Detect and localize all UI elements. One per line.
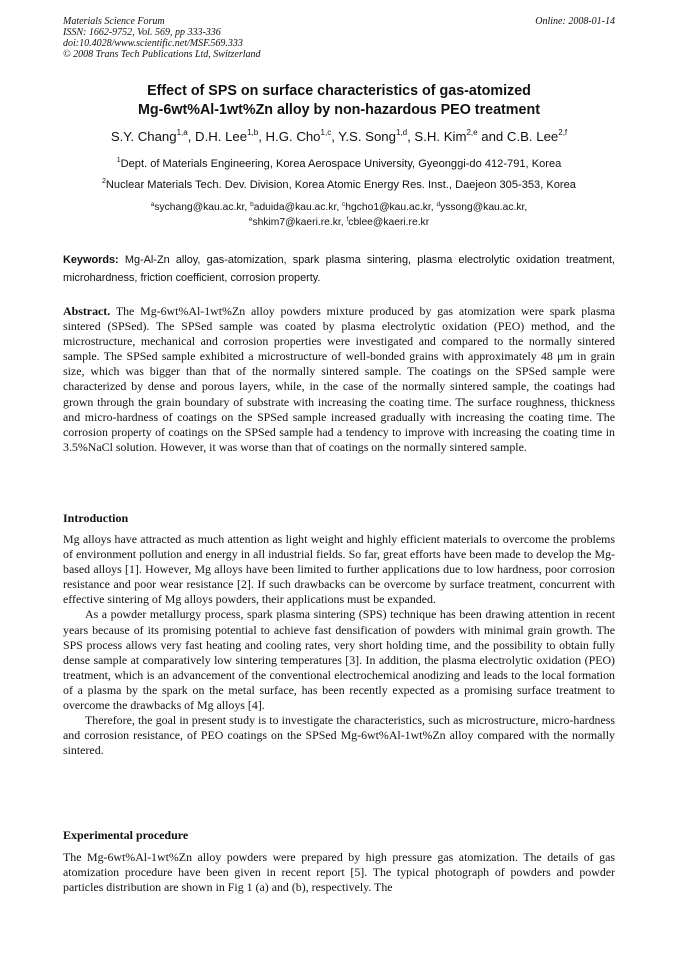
- author-sup: 1,c: [320, 128, 332, 137]
- journal-doi: doi:10.4028/www.scientific.net/MSF.569.333: [63, 38, 243, 49]
- journal-name: Materials Science Forum: [63, 16, 165, 27]
- author-name: C.B. Lee: [506, 129, 559, 144]
- abstract-text: The Mg-6wt%Al-1wt%Zn alloy powders mixture produced by gas atomization were spark plasma sintered (SPSed). The SPSed sample was coated by plasma electrolytic oxidation (PEO) method, and the microstructure, mechanical and corrosion properties were investigated and compared to the normally sintered sample. The SPSed sample exhibited a microstructure of well-bonded grains with approximately 48 μm in grain size, which was bigger than that of the normally sintered sample. The coatings on the SPSed sample were characterized by dense and porous layers, while, in the case of the normally sintered sample, the coatings had grown through the grain boundary of substrate with increasing the coating time. The surface roughness, thickness and micro-hardness of coatings on the SPSed sample increased gradually with increasing the coating time. The corrosion property of coatings on the SPSed sample had a tendency to improve with increasing the coating time in 3.5%NaCl solution. However, it was worse than that of coatings on the normally sintered sample.: [63, 304, 615, 454]
- title-line-2: Mg-6wt%Al-1wt%Zn alloy by non-hazardous PEO treatment: [138, 102, 540, 118]
- keywords-text: Mg-Al-Zn alloy, gas-atomization, spark plasma sintering, plasma electrolytic oxidation treatment, microhardness, friction coefficient, corrosion property.: [63, 254, 615, 284]
- paragraph: Therefore, the goal in present study is to investigate the characteristics, such as microstructure, micro-hardness and corrosion resistance, of PEO coatings on the SPSed Mg-6wt%Al-1wt%Zn alloy compared with the normally sintered.: [63, 713, 615, 758]
- paragraph: Mg alloys have attracted as much attention as light weight and highly efficient materials to overcome the problems of environment pollution and energy in all industrial fields. So far, great efforts have been made to develop the Mg-based alloys [1]. However, Mg alloys have been limited to further applications due to low hardness, poor corrosion resistance and poor wear resistance [2]. If such drawbacks can be overcome by surface treatment, concurrent with effective sintering of Mg alloys powders, their applications must be expanded.: [63, 532, 615, 607]
- experimental-body: [63, 850, 615, 895]
- author-sup: 1,a: [176, 128, 188, 137]
- email-link[interactable]: sychang@kau.ac.kr: [154, 202, 245, 213]
- paragraph: As a powder metallurgy process, spark plasma sintering (SPS) technique has been drawing attention in recent years because of its promising potential to achieve fast densification of powders with minimal grain growth. The SPS process allows very fast heating and cooling rates, very short holding time, and the possibility to obtain fully dense sample at comparatively low sintering temperatures [3]. In addition, the plasma electrolytic oxidation (PEO) treatment, which is an advancement of the conventional electrochemical anodizing and leads to the local formation of a plasma by the spark on the metal surface, has been recently expected as a promising surface treatment to overcome the drawbacks of Mg alloys [4].: [63, 607, 615, 713]
- experimental-heading: Experimental procedure: [63, 828, 189, 842]
- author-name: S.Y. Chang: [110, 129, 177, 144]
- title-line-1: Effect of SPS on surface characteristics of gas-atomized: [147, 83, 531, 99]
- email-link[interactable]: shkim7@kaeri.re.kr: [252, 217, 341, 228]
- abstract: [63, 304, 615, 455]
- author-name: S.H. Kim: [414, 129, 467, 144]
- journal-header: [63, 16, 615, 60]
- abstract-label: Abstract.: [63, 304, 111, 318]
- introduction-body: [63, 532, 615, 758]
- author-emails: $^a$sychang@kau.ac.kr, $^b$aduida@kau.ac.kr, $^c$hgcho1@kau.ac.kr, $^d$yssong@kau.ac.kr, $^e$shkim7@kaeri.re.kr, $^f$cblee@kaeri.re.kr: [150, 201, 528, 228]
- email-link[interactable]: cblee@kaeri.re.kr: [348, 217, 430, 228]
- author-list: S.Y. Chang$^{1,a}$, D.H. Lee$^{1,b}$, H.G. Cho$^{1,c}$, Y.S. Song$^{1,d}$, S.H. Kim$^{2,e}$ and C.B. Lee$^{2,f}$: [110, 128, 568, 144]
- affiliation-2: $^2$Nuclear Materials Tech. Dev. Division, Korea Atomic Energy Res. Inst., Daejeon 305-353, Korea: [102, 178, 576, 191]
- online-date: Online: 2008-01-14: [535, 16, 615, 27]
- author-name: D.H. Lee: [195, 129, 248, 144]
- author-name: H.G. Cho: [265, 129, 321, 144]
- author-sup: 1,d: [395, 128, 408, 137]
- paragraph: The Mg-6wt%Al-1wt%Zn alloy powders were prepared by high pressure gas atomization. The details of gas atomization procedure have been given in recent report [5]. The typical photograph of powders and powder particles distribution are shown in Fig 1 (a) and (b), respectively. The: [63, 850, 615, 895]
- affiliation-1: $^1$Dept. of Materials Engineering, Korea Aerospace University, Gyeonggi-do 412-791, Korea: [116, 157, 562, 170]
- author-sup: 2,e: [466, 128, 478, 137]
- paper-title: [63, 82, 615, 120]
- journal-copyright: © 2008 Trans Tech Publications Ltd, Switzerland: [63, 49, 261, 60]
- journal-issn: ISSN: 1662-9752, Vol. 569, pp 333-336: [63, 27, 221, 38]
- keywords: [63, 251, 615, 287]
- email-link[interactable]: hgcho1@kau.ac.kr: [345, 202, 431, 213]
- author-sup: 2,f: [558, 128, 568, 137]
- keywords-label: Keywords:: [63, 254, 119, 266]
- email-link[interactable]: yssong@kau.ac.kr: [440, 202, 525, 213]
- introduction-heading: Introduction: [63, 511, 129, 525]
- email-link[interactable]: aduida@kau.ac.kr: [253, 202, 337, 213]
- author-sup: 1,b: [247, 128, 259, 137]
- author-name: Y.S. Song: [338, 129, 396, 144]
